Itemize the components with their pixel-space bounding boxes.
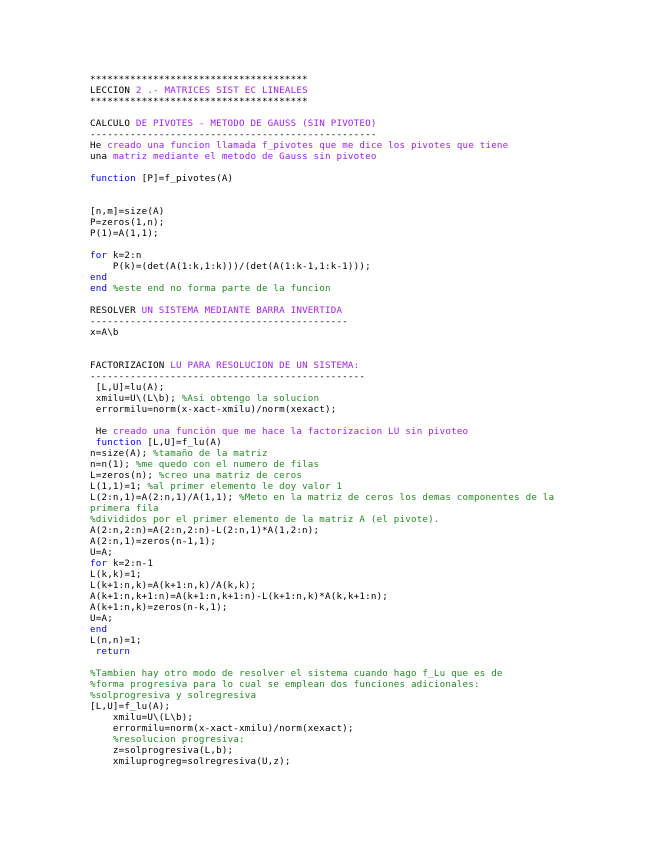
blank-line [90,294,570,305]
text-token: L=zeros(n); [90,470,159,481]
keyword-token: return [95,646,131,657]
code-line [90,514,570,525]
code-line [90,646,570,657]
keyword-token: end [90,624,108,635]
code-line [90,173,570,184]
text-token: L(2:n,1)=A(2:n,1)/A(1,1); [90,492,240,503]
string-token: 2 .- MATRICES SIST EC LINEALES [135,85,308,96]
text-token: A(2:n,2:n)=A(2:n,2:n)-L(2:n,1)*A(1,2:n); [90,525,320,536]
code-line [90,668,570,679]
text-token: RESOLVER [90,305,142,316]
text-token: A(k+1:n,k)=zeros(n-k,1); [90,602,228,613]
code-line [90,470,570,481]
text-token: L(k,k)=1; [90,569,142,580]
keyword-token: end [90,283,108,294]
comment-token: %tamaño de la matriz [153,448,268,459]
text-token: errormilu=norm(x-xact-xmilu)/norm(xexact); [90,404,337,415]
blank-line [90,349,570,360]
text-token: [L,U]=f_lu(A); [90,701,171,712]
string-token: LU PARA RESOLUCION DE UN SISTEMA: [170,360,360,371]
code-line [90,393,570,404]
blank-line [90,184,570,195]
string-token: creado una función que me hace la factorizacion LU sin pivoteo [112,426,469,437]
code-line [90,316,570,327]
blank-line [90,415,570,426]
text-token: L(n,n)=1; [90,635,142,646]
code-line [90,140,570,151]
keyword-token: for [90,558,108,569]
code-line [90,228,570,239]
code-line [90,327,570,338]
blank-line [90,338,570,349]
text-token: errormilu=norm(x-xact-xmilu)/norm(xexact); [90,723,354,734]
keyword-token: for [90,250,108,261]
code-line [90,74,570,85]
text-token: U=A; [90,547,113,558]
comment-token: %forma progresiva para lo cual se emplean dos funciones adicionales: [90,679,480,690]
text-token: ************************************** [90,96,308,107]
code-line [90,459,570,470]
code-line [90,481,570,492]
code-line [90,448,570,459]
code-line [90,129,570,140]
comment-token: %solprogresiva y solregresiva [90,690,257,701]
blank-line [90,107,570,118]
comment-token: %creo una matriz de ceros [158,470,303,481]
code-line [90,536,570,547]
text-token: P(k)=(det(A(1:k,1:k)))/(det(A(1:k-1,1:k-1))); [90,261,371,272]
code-line [90,404,570,415]
code-line [90,371,570,382]
code-line [90,701,570,712]
code-line [90,602,570,613]
code-line [90,712,570,723]
code-line [90,206,570,217]
text-token: z=solprogresiva(L,b); [90,745,234,756]
comment-token: %resolucion progresiva: [112,734,245,745]
code-line [90,217,570,228]
code-line [90,635,570,646]
code-line [90,272,570,283]
blank-line [90,162,570,173]
text-token: L(k+1:n,k)=A(k+1:n,k)/A(k,k); [90,580,257,591]
text-token: A(k+1:n,k+1:n)=A(k+1:n,k+1:n)-L(k+1:n,k)*A(k,k+1:n); [90,591,389,602]
code-document [90,74,570,767]
comment-token: %este end no forma parte de la funcion [112,283,331,294]
text-token: k=2:n [107,250,142,261]
text-token [90,734,113,745]
blank-line [90,657,570,668]
code-line [90,261,570,272]
text-token: -------------------------------------------------- [90,129,377,140]
code-line [90,96,570,107]
blank-line [90,195,570,206]
code-line [90,503,570,514]
keyword-token: end [90,272,108,283]
code-line [90,382,570,393]
text-token: n=size(A); [90,448,154,459]
keyword-token: function [90,173,136,184]
text-token: P(1)=A(1,1); [90,228,159,239]
comment-token: %Tambien hay otro modo de resolver el sistema cuando hago f_Lu que es de [90,668,503,679]
text-token: x=A\b [90,327,119,338]
code-line [90,283,570,294]
text-token: ************************************** [90,74,308,85]
comment-token: primera fila [90,503,159,514]
code-line [90,723,570,734]
text-token: [L,U]=f_lu(A) [141,437,222,448]
text-token: A(2:n,1)=zeros(n-1,1); [90,536,217,547]
text-token: una [90,151,113,162]
code-line [90,624,570,635]
text-token: P=zeros(1,n); [90,217,165,228]
comment-token: %Asi obtengo la solucion [181,393,320,404]
text-token: He [90,426,113,437]
code-line [90,591,570,602]
comment-token: %me quedo con el numero de filas [135,459,320,470]
text-token: k=2:n-1 [107,558,154,569]
code-line [90,492,570,503]
string-token: UN SISTEMA MEDIANTE BARRA INVERTIDA [141,305,343,316]
string-token: matriz mediante el metodo de Gauss sin pivoteo [112,151,377,162]
comment-token: %Meto en la matriz de ceros los demas componentes de la [239,492,555,503]
code-line [90,151,570,162]
code-line [90,437,570,448]
code-line [90,558,570,569]
code-line [90,745,570,756]
code-line [90,569,570,580]
comment-token: %al primer elemento le doy valor 1 [147,481,343,492]
string-token: DE PIVOTES - METODO DE GAUSS (SIN PIVOTEO) [135,118,377,129]
code-line [90,250,570,261]
code-line [90,613,570,624]
code-line [90,756,570,767]
code-line [90,360,570,371]
code-line [90,580,570,591]
text-token: [n,m]=size(A) [90,206,165,217]
text-token: CALCULO [90,118,136,129]
text-token: U=A; [90,613,113,624]
text-token: L(1,1)=1; [90,481,148,492]
code-line [90,426,570,437]
text-token: FACTORIZACION [90,360,171,371]
comment-token: %divididos por el primer elemento de la matriz A (el pivote). [90,514,440,525]
code-line [90,679,570,690]
text-token: xmilu=U\(L\b); [90,393,182,404]
text-token: xmilu=U\(L\b); [90,712,194,723]
text-token: --------------------------------------------- [90,316,348,327]
text-token: [P]=f_pivotes(A) [135,173,234,184]
blank-line [90,239,570,250]
text-token: xmiluprogreg=solregresiva(U,z); [90,756,291,767]
text-token: n=n(1); [90,459,136,470]
text-token: LECCION [90,85,136,96]
code-line [90,547,570,558]
code-line [90,734,570,745]
code-line [90,305,570,316]
code-line [90,525,570,536]
keyword-token: function [95,437,142,448]
code-line [90,690,570,701]
text-token: [L,U]=lu(A); [90,382,165,393]
code-line [90,85,570,96]
code-line [90,118,570,129]
string-token: creado una funcion llamada f_pivotes que me dice los pivotes que tiene [107,140,509,151]
text-token: ------------------------------------------------ [90,371,366,382]
text-token: He [90,140,108,151]
